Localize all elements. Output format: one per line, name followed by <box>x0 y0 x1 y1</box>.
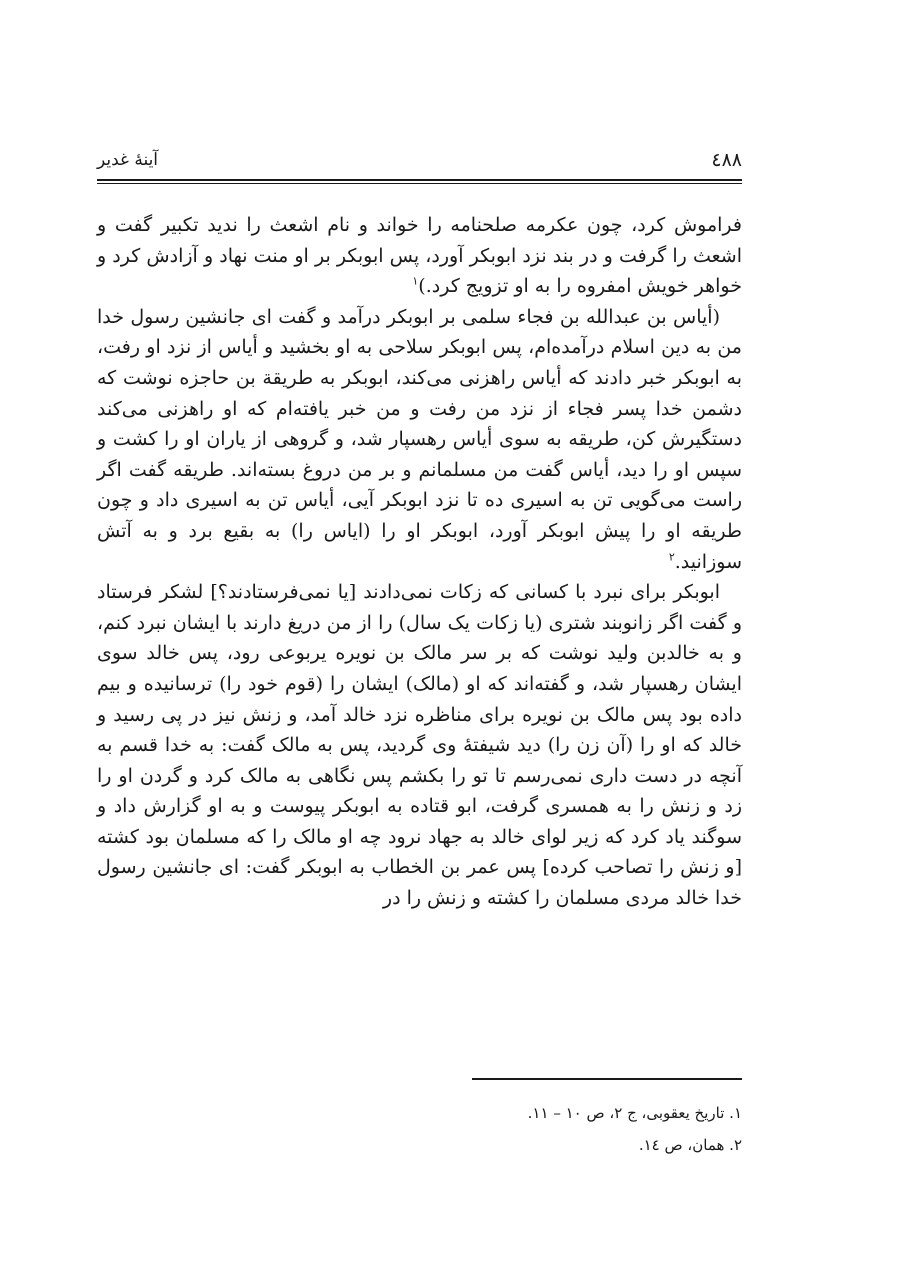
paragraph-text: فراموش کرد، چون عکرمه صلحنامه را خواند و نام اشعث را ندید تکبیر گفت و اشعث را گرفت و در بند نزد ابوبکر آورد، پس ابوبکر بر او منت نهاد و آزادش کرد و خواهر خویش امفروه را به او تزویج کرد.) <box>97 214 742 298</box>
paragraph-text: (أیاس بن عبدالله بن فجاء سلمی بر ابوبکر درآمد و گفت ای جانشین رسول خدا من به دین اسلام درآمده‌ام، پس ابوبکر سلاحی به او بخشید و أیاس از نزد او رفت، به ابوبکر خبر دادند که أیاس راهزنی می‌کند، ابوبکر به طریقة بن حاجزه نوشت که دشمن خدا پسر فجاء از نزد من رفت و من خبر یافته‌ام که او راهزنی می‌کند دستگیرش کن، طریقه به سوی أیاس رهسپار شد، و گروهی از یاران او را کشت و سپس او را دید، أیاس گفت من مسلمانم و بر من دروغ بسته‌اند. طریقه گفت اگر راست می‌گویی تن به اسیری ده تا نزد ابوبکر آیی، أیاس تن به اسیری داد و چون طریقه او را پیش ابوبکر آورد، ابوبکر او را (ایاس را) به بقیع برد و به آتش سوزانید. <box>97 305 742 573</box>
paragraph-text: ابوبکر برای نبرد با کسانی که زکات نمی‌دادند [یا نمی‌فرستادند؟] لشکر فرستاد و گفت اگر زانوبند شتری (یا زکات یک سال) را از من دریغ دارند با ایشان نبرد کنم، و به خالدبن ولید نوشت که بر سر مالک بن نویره یربوعی رود، پس خالد سوی ایشان رهسپار شد، و گفته‌اند که او (مالک) ایشان را (قوم خود را) ترسانیده و بیم داده بود پس مالک بن نویره برای مناظره نزد خالد آمد، و زنش نیز در پی رسید و خالد که او را (آن زن را) دید شیفتهٔ وی گردید، پس به مالک گفت: به خدا قسم به آنچه در دست داری نمی‌رسم تا تو را بکشم پس نگاهی به مالک کرد و گردن او را زد و زنش را به همسری گرفت، ابو قتاده به ابوبکر پیوست و به او گزارش داد و سوگند یاد کرد که زیر لوای خالد به جهاد نرود چه او مالک را که مسلمان بود کشته [و زنش را تصاحب کرده] پس عمر بن الخطاب به ابوبکر گفت: ای جانشین رسول خدا خالد مردی مسلمان را کشته و زنش را در <box>97 581 742 910</box>
paragraph-1 <box>97 210 742 302</box>
paragraph-2 <box>97 302 742 577</box>
footnote-marker-2: ٢ <box>668 550 675 564</box>
running-title: آینهٔ غدیر <box>97 150 159 170</box>
footnote-2: ٢. همان، ص ١٤. <box>638 1136 742 1154</box>
page-number: ٤٨٨ <box>711 149 742 171</box>
main-text <box>97 210 742 914</box>
header-rule <box>97 179 742 181</box>
footnote-separator <box>472 1078 742 1080</box>
paragraph-3 <box>97 577 742 914</box>
book-page <box>97 0 742 1282</box>
footnote-1: ١. تاریخ یعقوبی، ج ٢، ص ١٠ – ١١. <box>527 1104 742 1122</box>
page-header <box>97 147 742 177</box>
footnotes <box>97 1097 742 1161</box>
footnote-marker-1: ١ <box>412 274 419 288</box>
header-rule-thin <box>97 183 742 184</box>
